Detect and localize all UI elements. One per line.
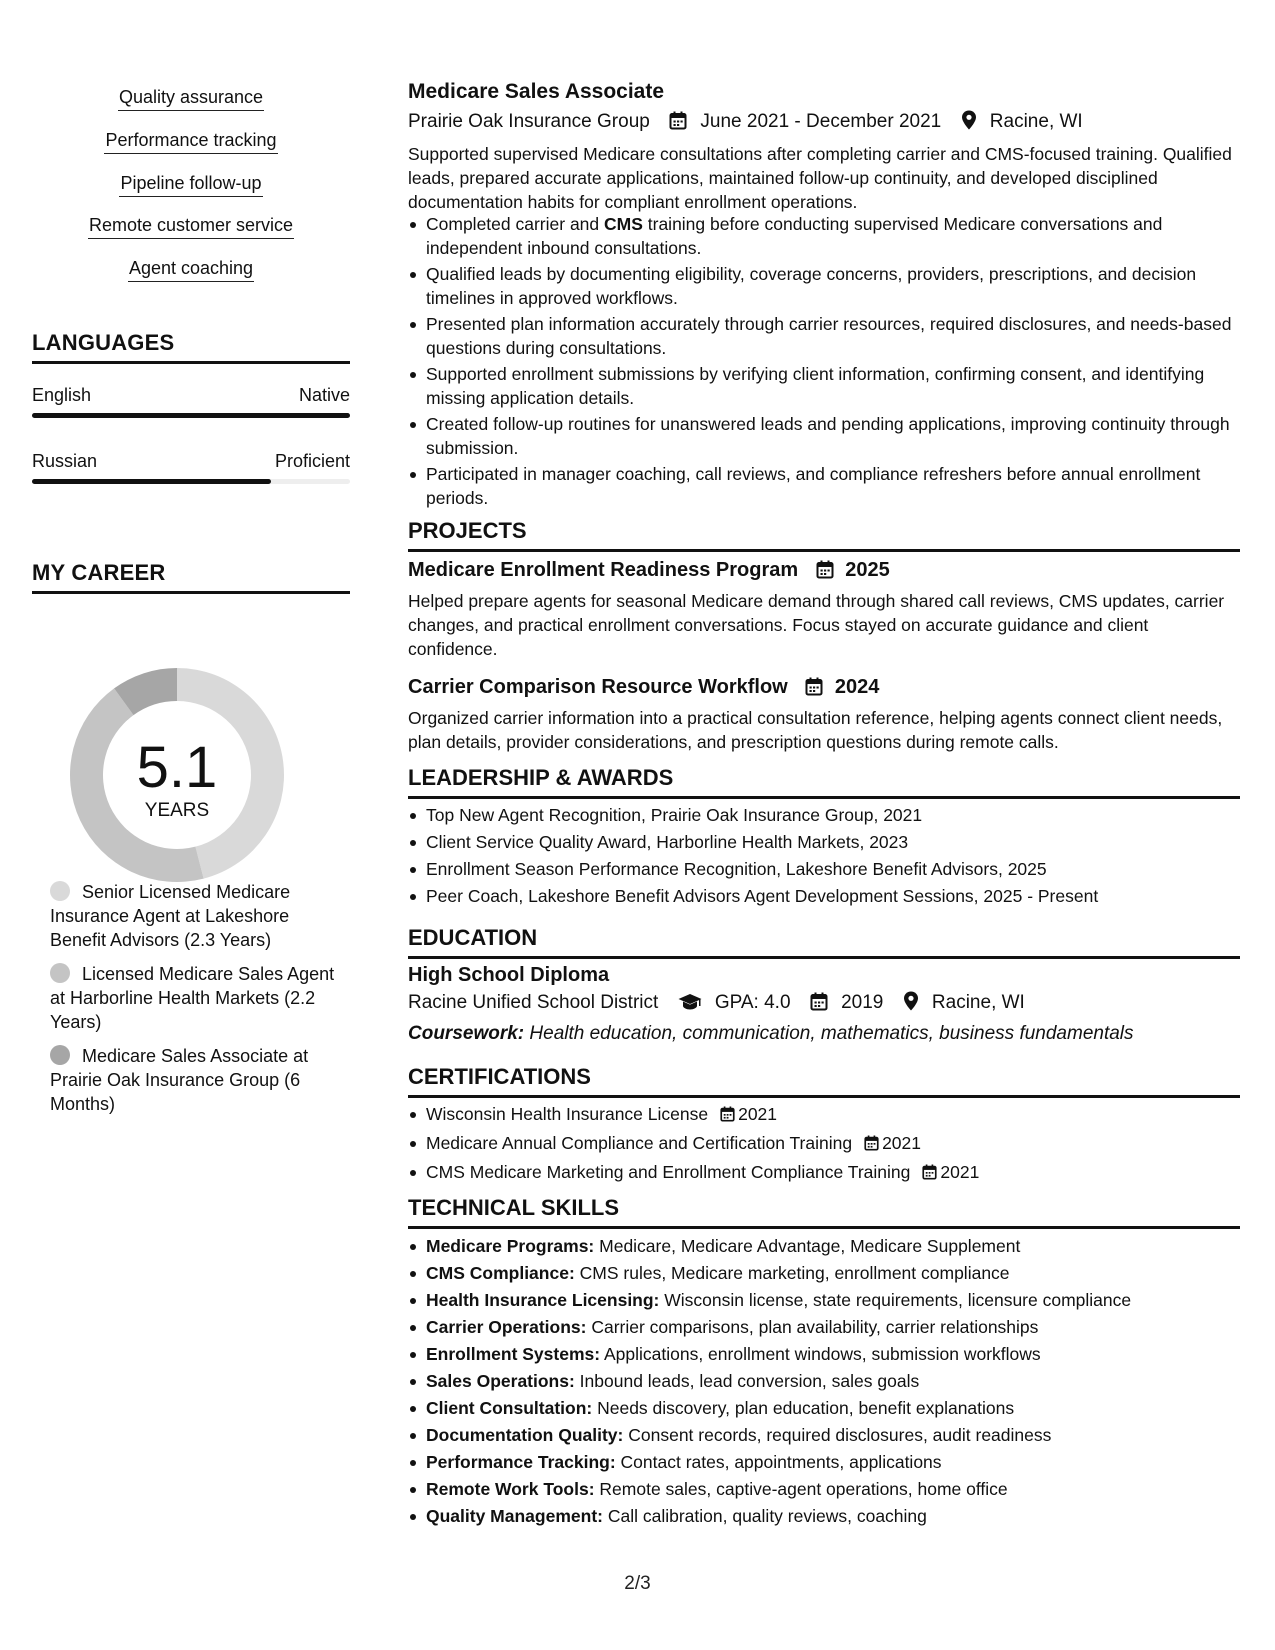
- calendar-icon: [810, 992, 828, 1018]
- coursework-label: Coursework:: [408, 1023, 525, 1044]
- career-legend-item: [50, 962, 350, 1034]
- skill-label: Enrollment Systems:: [426, 1344, 601, 1364]
- career-title: MY CAREER: [32, 560, 350, 594]
- skill-label: Carrier Operations:: [426, 1317, 587, 1337]
- job-location: Racine, WI: [989, 111, 1083, 132]
- job-bullet-text: training before conducting supervised Medicare conversations and independent inbound consultations.: [426, 214, 1163, 258]
- skill-item: [408, 1369, 1240, 1393]
- language-level: Native: [298, 385, 350, 405]
- career-legend-item: [50, 880, 350, 952]
- calendar-icon: [720, 1104, 735, 1128]
- project-title: [408, 557, 890, 586]
- calendar-icon: [864, 1133, 879, 1157]
- skill-label: Performance Tracking:: [426, 1452, 616, 1472]
- skill-item: [408, 1450, 1240, 1474]
- career-legend-item: [50, 1044, 350, 1116]
- education-meta: [408, 991, 1025, 1018]
- graduation-cap-icon: [678, 993, 702, 1018]
- skill-item: [408, 1477, 1240, 1501]
- job-bullet-text: Completed carrier and: [426, 214, 604, 234]
- project-name: Medicare Enrollment Readiness Program: [408, 559, 799, 581]
- skill-item: [408, 1234, 1240, 1258]
- skill-item: [408, 1504, 1240, 1528]
- skill-tag: [32, 257, 350, 282]
- coursework-text: Health education, communication, mathematics, business fundamentals: [524, 1023, 1134, 1044]
- skill-tag: [32, 172, 350, 197]
- skill-value: Medicare, Medicare Advantage, Medicare Supplement: [594, 1236, 1021, 1256]
- job-summary: Supported supervised Medicare consultations after completing carrier and CMS-focused training. Qualified leads, prepared accurate applications, maintained follow-up continuity, and developed disciplined documentation habits for compliant enrollment operations.: [408, 144, 1232, 212]
- education-degree: High School Diploma: [408, 964, 610, 986]
- language-bar-fill: [32, 479, 271, 484]
- award-item: Enrollment Season Performance Recognition, Lakeshore Benefit Advisors, 2025: [408, 857, 1240, 881]
- skill-tag-label: Performance tracking: [104, 129, 277, 154]
- award-item: Client Service Quality Award, Harborline Health Markets, 2023: [408, 830, 1240, 854]
- skill-value: Applications, enrollment windows, submission workflows: [600, 1344, 1041, 1364]
- legend-dot: [50, 881, 70, 901]
- education-year: 2019: [841, 992, 884, 1013]
- career-total-value: 5.1: [136, 735, 218, 800]
- projects-title: PROJECTS: [408, 518, 1240, 552]
- award-item: Top New Agent Recognition, Prairie Oak Insurance Group, 2021: [408, 803, 1240, 827]
- certification-item: [408, 1160, 1240, 1186]
- job-bullet: Participated in manager coaching, call reviews, and compliance refreshers before annual enrollment periods.: [408, 462, 1240, 510]
- project-description: Helped prepare agents for seasonal Medicare demand through shared call reviews, CMS updates, carrier changes, and practical enrollment conversations. Focus stayed on accurate guidance and client confidence.: [408, 591, 1225, 659]
- language-bar-fill: [32, 413, 350, 418]
- awards-list: [408, 803, 1240, 911]
- job-title: Medicare Sales Associate: [408, 80, 665, 103]
- skill-value: Call calibration, quality reviews, coaching: [602, 1506, 927, 1526]
- legend-label: Medicare Sales Associate at Prairie Oak Insurance Group (6 Months): [50, 1046, 309, 1114]
- calendar-icon: [669, 111, 687, 137]
- skill-value: Consent records, required disclosures, audit readiness: [623, 1425, 1052, 1445]
- project-name: Carrier Comparison Resource Workflow: [408, 676, 788, 698]
- language-name: English: [32, 385, 92, 405]
- legend-label: Senior Licensed Medicare Insurance Agent at Lakeshore Benefit Advisors (2.3 Years): [50, 882, 291, 950]
- job-bullet: [408, 212, 1240, 260]
- project-description: Organized carrier information into a practical consultation reference, helping agents connect client needs, plan details, provider considerations, and prescription questions during remote calls.: [408, 708, 1223, 752]
- skill-label: CMS Compliance:: [426, 1263, 575, 1283]
- certification-item: [408, 1102, 1240, 1128]
- skill-value: Remote sales, captive-agent operations, home office: [594, 1479, 1008, 1499]
- skill-value: CMS rules, Medicare marketing, enrollment compliance: [574, 1263, 1010, 1283]
- skill-label: Documentation Quality:: [426, 1425, 624, 1445]
- skill-label: Remote Work Tools:: [426, 1479, 595, 1499]
- job-bullet: Qualified leads by documenting eligibility, coverage concerns, providers, prescriptions, and decision timelines in approved workflows.: [408, 262, 1240, 310]
- skill-item: [408, 1288, 1240, 1312]
- certification-name: Medicare Annual Compliance and Certification Training: [426, 1133, 853, 1153]
- skill-tag-label: Remote customer service: [88, 214, 294, 239]
- skill-value: Carrier comparisons, plan availability, carrier relationships: [586, 1317, 1039, 1337]
- job-dates: June 2021 - December 2021: [700, 111, 942, 132]
- language-bar: [32, 413, 350, 418]
- page-number: 2/3: [624, 1573, 651, 1594]
- skill-value: Contact rates, appointments, applications: [615, 1452, 942, 1472]
- language-bar: [32, 479, 350, 484]
- education-location: Racine, WI: [931, 992, 1025, 1013]
- languages-title: LANGUAGES: [32, 330, 350, 364]
- education-gpa: GPA: 4.0: [714, 992, 791, 1013]
- calendar-icon: [805, 677, 823, 703]
- skill-value: Wisconsin license, state requirements, licensure compliance: [659, 1290, 1132, 1310]
- education-coursework: [408, 1022, 1134, 1046]
- certification-name: CMS Medicare Marketing and Enrollment Compliance Training: [426, 1162, 911, 1182]
- awards-title: LEADERSHIP & AWARDS: [408, 765, 1240, 799]
- job-bullet: Presented plan information accurately through carrier resources, required disclosures, and needs-based questions during consultations.: [408, 312, 1240, 360]
- legend-label: Licensed Medicare Sales Agent at Harborline Health Markets (2.2 Years): [50, 964, 335, 1032]
- skill-item: [408, 1342, 1240, 1366]
- skill-item: [408, 1261, 1240, 1285]
- technical-skills-list: [408, 1234, 1240, 1531]
- language-level: Proficient: [274, 451, 350, 471]
- skill-tag: [32, 214, 350, 239]
- job-bullet: Supported enrollment submissions by verifying client information, confirming consent, and identifying missing application details.: [408, 362, 1240, 410]
- skill-tag-label: Quality assurance: [118, 86, 264, 111]
- project-year: 2025: [845, 559, 890, 581]
- award-item: Peer Coach, Lakeshore Benefit Advisors Agent Development Sessions, 2025 - Present: [408, 884, 1240, 908]
- location-pin-icon: [903, 991, 919, 1018]
- skill-tag-label: Pipeline follow-up: [119, 172, 262, 197]
- certification-name: Wisconsin Health Insurance License: [426, 1104, 709, 1124]
- legend-dot: [50, 963, 70, 983]
- skill-label: Client Consultation:: [426, 1398, 593, 1418]
- project-title: [408, 674, 879, 703]
- skill-item: [408, 1315, 1240, 1339]
- technical-skills-title: TECHNICAL SKILLS: [408, 1195, 1240, 1229]
- education-title: EDUCATION: [408, 925, 1240, 959]
- certification-year: 2021: [882, 1133, 922, 1153]
- skill-tag: [32, 86, 350, 111]
- career-total-unit: YEARS: [144, 800, 210, 821]
- skill-item: [408, 1396, 1240, 1420]
- skill-label: Health Insurance Licensing:: [426, 1290, 660, 1310]
- job-bullet: Created follow-up routines for unanswered leads and pending applications, improving continuity through submission.: [408, 412, 1240, 460]
- certifications-list: [408, 1102, 1240, 1189]
- certification-year: 2021: [940, 1162, 980, 1182]
- education-school: Racine Unified School District: [408, 992, 659, 1013]
- certification-item: [408, 1131, 1240, 1157]
- location-pin-icon: [961, 110, 977, 137]
- skill-value: Inbound leads, lead conversion, sales goals: [574, 1371, 920, 1391]
- calendar-icon: [922, 1162, 937, 1186]
- skill-item: [408, 1423, 1240, 1447]
- skill-tag-label: Agent coaching: [128, 257, 254, 282]
- job-bullets: [408, 212, 1240, 512]
- certifications-title: CERTIFICATIONS: [408, 1064, 1240, 1098]
- certification-year: 2021: [738, 1104, 778, 1124]
- skill-label: Quality Management:: [426, 1506, 603, 1526]
- job-bullet-bold: CMS: [604, 214, 643, 234]
- skill-label: Sales Operations:: [426, 1371, 575, 1391]
- language-name: Russian: [32, 451, 98, 471]
- skill-value: Needs discovery, plan education, benefit explanations: [592, 1398, 1015, 1418]
- job-company: Prairie Oak Insurance Group: [408, 111, 650, 132]
- project-year: 2024: [834, 676, 880, 698]
- legend-dot: [50, 1045, 70, 1065]
- calendar-icon: [816, 560, 834, 586]
- skill-tag: [32, 129, 350, 154]
- job-meta: [408, 110, 1083, 137]
- skill-label: Medicare Programs:: [426, 1236, 595, 1256]
- career-donut: [66, 664, 288, 886]
